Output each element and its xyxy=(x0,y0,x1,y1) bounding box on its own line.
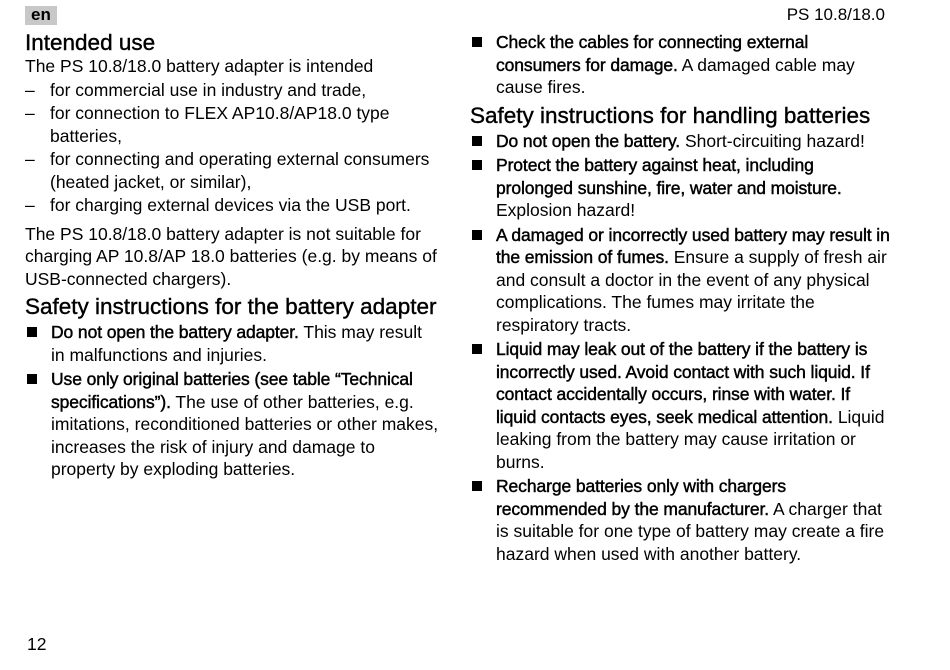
list-item-text: for connecting and operating external consumers (heated jacket, or similar), xyxy=(50,149,430,192)
bold-instruction: Protect the battery against heat, including prolonged sunshine, fire, water and moisture. xyxy=(496,155,842,198)
left-column xyxy=(25,31,440,481)
instruction-text: Explosion hazard! xyxy=(496,200,636,220)
list-item: – for connecting and operating external consumers (heated jacket, or similar), xyxy=(25,149,430,192)
list-item: – for connection to FLEX AP10.8/AP18.0 type batteries, xyxy=(25,103,390,146)
instruction-text: The use of other batteries, e.g. imitations, reconditioned batteries or other makes, increases the risk of injury and damage to property by exploding batteries. xyxy=(51,391,439,479)
bullet-square-icon xyxy=(472,481,482,491)
bullet-square-icon xyxy=(472,160,482,170)
bold-instruction: Do not open the battery adapter. xyxy=(51,322,299,342)
list-item xyxy=(25,321,440,366)
bullet-square-icon xyxy=(27,374,37,384)
list-item-text: for commercial use in industry and trade, xyxy=(50,79,367,100)
instruction-text: A damaged cable may cause fires. xyxy=(496,54,855,97)
instruction-text: Ensure a supply of fresh air and consult a doctor in the event of any physical complications. The fumes may irritate the respiratory tracts. xyxy=(496,247,887,335)
bold-instruction: Use only original batteries (see table “Technical specifications”). xyxy=(51,369,413,412)
bold-instruction: A damaged or incorrectly used battery may result in the emission of fumes. xyxy=(496,224,890,267)
model-number: PS 10.8/18.0 xyxy=(786,5,885,24)
bold-instruction: Check the cables for connecting external consumers for damage. xyxy=(496,32,809,75)
list-item xyxy=(470,224,890,337)
adapter-safety-list xyxy=(25,321,440,481)
list-item xyxy=(470,154,890,222)
bullet-square-icon xyxy=(472,344,482,354)
bullet-square-icon xyxy=(472,136,482,146)
intended-use-heading: Intended use xyxy=(25,30,156,55)
bullet-square-icon xyxy=(27,327,37,337)
instruction-text: This may result in malfunctions and injuries. xyxy=(51,322,423,365)
bold-instruction: Liquid may leak out of the battery if the battery is incorrectly used. Avoid contact with such liquid. If contact accidentally occurs, rinse with water. If liquid contacts eyes, seek medical attention. xyxy=(496,339,870,427)
language-badge: en xyxy=(25,6,57,25)
instruction-text: A charger that is suitable for one type of battery may create a fire hazard when used with another battery. xyxy=(496,498,885,564)
battery-safety-heading: Safety instructions for handling batteries xyxy=(470,102,871,128)
list-item-text: for connection to FLEX AP10.8/AP18.0 type batteries, xyxy=(50,103,390,146)
page-number: 12 xyxy=(27,634,47,654)
bullet-square-icon xyxy=(472,230,482,240)
bold-instruction: Recharge batteries only with chargers recommended by the manufacturer. xyxy=(496,476,787,519)
intended-use-list xyxy=(25,79,440,217)
bullet-square-icon xyxy=(472,37,482,47)
intended-use-note: The PS 10.8/18.0 battery adapter is not suitable for charging AP 10.8/AP 18.0 batteries (e.g. by means of USB-connected chargers). xyxy=(25,223,437,289)
instruction-text: Short-circuiting hazard! xyxy=(680,130,865,151)
right-column xyxy=(470,31,890,565)
list-item xyxy=(470,475,890,565)
list-item xyxy=(470,130,890,153)
list-item xyxy=(25,368,440,481)
intended-use-intro: The PS 10.8/18.0 battery adapter is intended xyxy=(25,56,374,76)
list-item-text: for charging external devices via the USB port. xyxy=(50,195,411,215)
list-item: – for charging external devices via the USB port. xyxy=(25,195,411,215)
adapter-safety-heading: Safety instructions for the battery adapter xyxy=(25,294,437,319)
list-item xyxy=(470,338,890,473)
battery-safety-list xyxy=(470,130,890,566)
instruction-text: Liquid leaking from the battery may cause irritation or burns. xyxy=(496,406,885,472)
list-item: – for commercial use in industry and trade, xyxy=(25,79,367,100)
list-item xyxy=(470,31,890,99)
bold-instruction: Do not open the battery. xyxy=(496,130,681,151)
cable-check-list xyxy=(470,31,890,99)
